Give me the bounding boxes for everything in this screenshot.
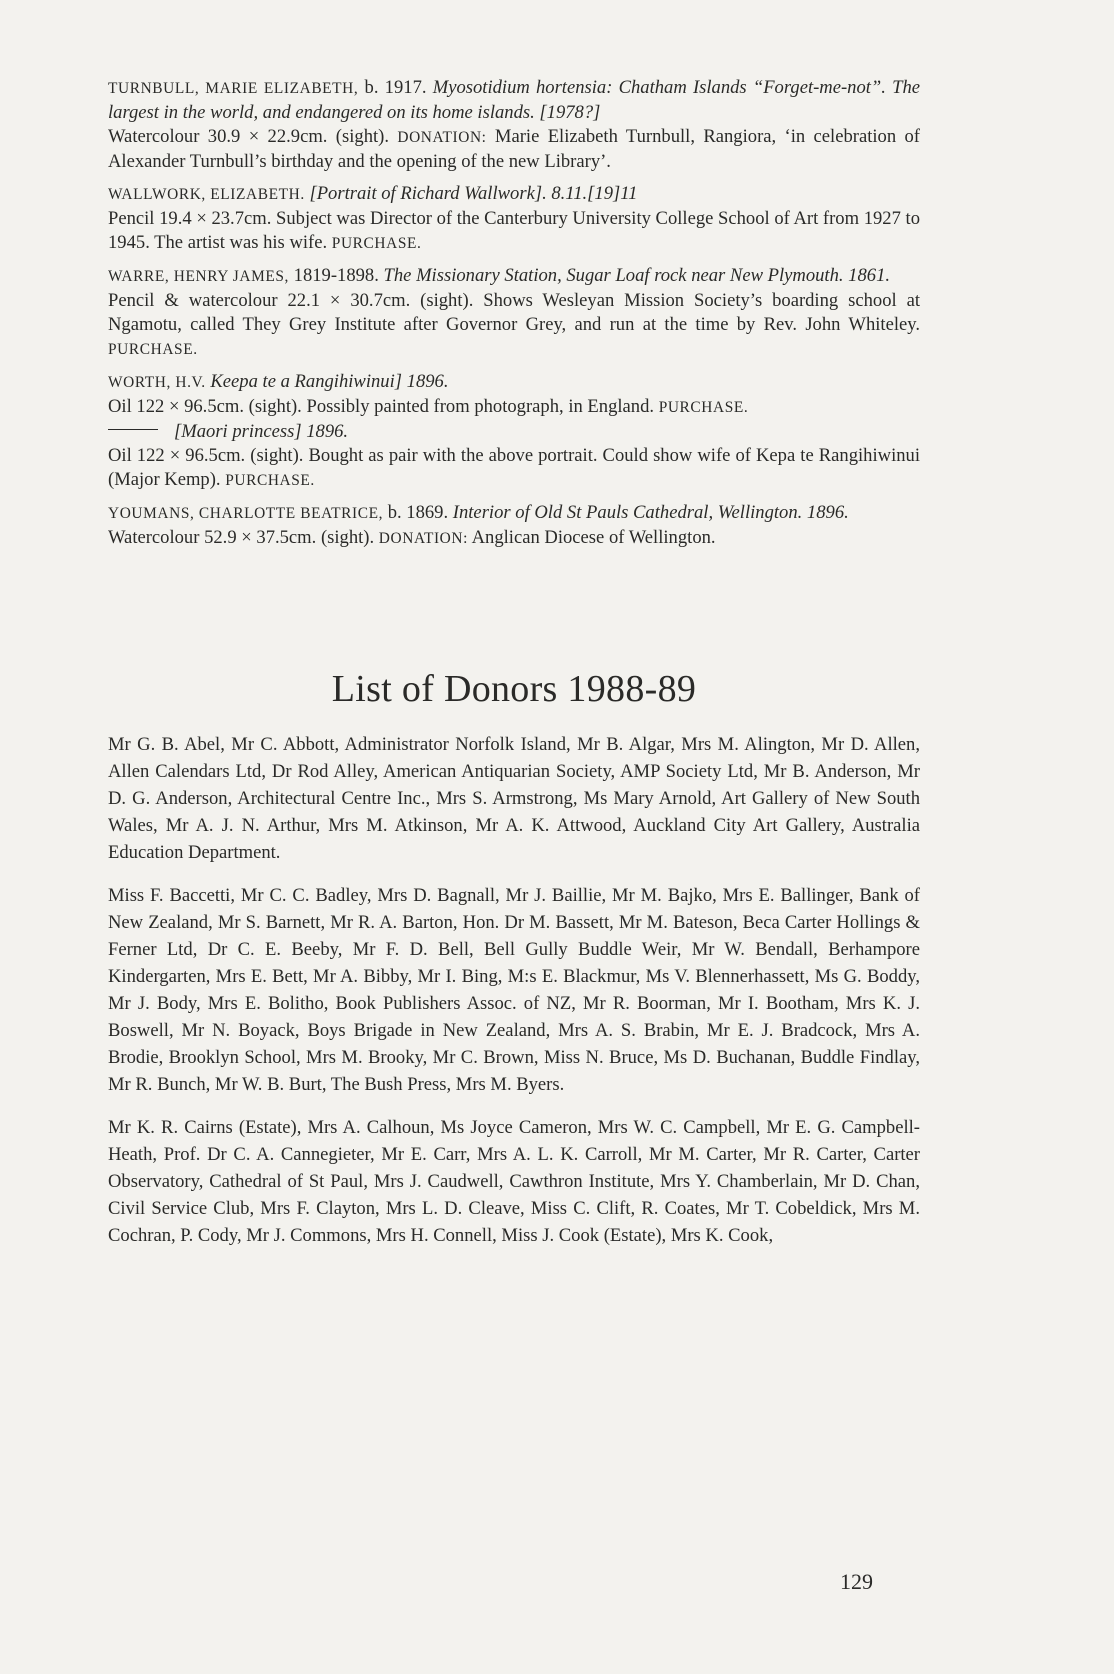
artist-dates: 1819-1898. xyxy=(293,265,379,286)
donor-paragraph: Miss F. Baccetti, Mr C. C. Badley, Mrs D. Bagnall, Mr J. Baillie, Mr M. Bajko, Mrs E. Ballinger, Bank of New Zealand, Mr S. Barnett, Mr R. A. Barton, Hon. Dr M. Bassett, Mr M. Bateson, Beca Carter Hollings & Ferner Ltd, Dr C. E. Beeby, Mr F. D. Bell, Bell Gully Buddle Weir, Mr W. Bendall, Berhampore Kindergarten, Mrs E. Bett, Mr A. Bibby, Mr I. Bing, M:s E. Blackmur, Ms V. Blennerhassett, Ms G. Boddy, Mr J. Body, Mrs E. Bolitho, Book Publishers Assoc. of NZ, Mr R. Boorman, Mr I. Bootham, Mrs K. J. Boswell, Mr N. Boyack, Boys Brigade in New Zealand, Mrs A. S. Brabin, Mr E. J. Bradcock, Mrs A. Brodie, Brooklyn School, Mrs M. Brooky, Mr C. Brown, Miss N. Bruce, Ms D. Buchanan, Buddle Findlay, Mr R. Bunch, Mr W. B. Burt, The Bush Press, Mrs M. Byers. xyxy=(108,885,920,1095)
artist-name: TURNBULL, MARIE ELIZABETH, xyxy=(108,80,359,97)
medium-dimensions: Oil 122 × 96.5cm. (sight). Possibly painted from photograph, in England. xyxy=(108,396,659,417)
artist-dates: b. 1869. xyxy=(387,502,449,523)
work-title: Myosotidium hortensia: Chatham Islands “Forget-me-not”. The largest in the world, and endangered on its home islands. [1978?] xyxy=(108,77,920,123)
work-title: [Maori princess] 1896. xyxy=(174,421,349,442)
artist-name: WARRE, HENRY JAMES, xyxy=(108,268,289,285)
acquisition-type: PURCHASE. xyxy=(331,235,422,252)
catalogue-entry xyxy=(108,264,920,362)
entry-sub-heading xyxy=(108,420,920,444)
catalogue-entry xyxy=(108,370,920,493)
page-number: 129 xyxy=(840,1569,873,1594)
medium-dimensions: Pencil 19.4 × 23.7cm. Subject was Director of the Canterbury University College School of Art from 1927 to 1945. The artist was his wife. xyxy=(108,208,920,253)
medium-dimensions: Watercolour 52.9 × 37.5cm. (sight). xyxy=(108,527,379,548)
artist-dates: b. 1917. xyxy=(364,77,427,98)
entry-heading xyxy=(108,370,920,395)
entry-detail xyxy=(108,444,920,493)
artist-name: WALLWORK, ELIZABETH. xyxy=(108,186,305,203)
artist-name: WORTH, H.V. xyxy=(108,374,206,391)
medium-dimensions: Oil 122 × 96.5cm. (sight). Bought as pair with the above portrait. Could show wife of Kepa te Rangihiwinui (Major Kemp). xyxy=(108,445,920,490)
entry-detail xyxy=(108,526,920,551)
entry-heading xyxy=(108,264,920,289)
acquisition-type: DONATION: xyxy=(397,129,487,146)
entry-detail xyxy=(108,125,920,174)
acquisition-type: PURCHASE. xyxy=(225,472,315,489)
medium-dimensions: Watercolour 30.9 × 22.9cm. (sight). xyxy=(108,126,398,147)
entry-detail xyxy=(108,289,920,362)
medium-dimensions: Pencil & watercolour 22.1 × 30.7cm. (sight). Shows Wesleyan Mission Society’s boarding school at Ngamotu, called They Grey Institute after Governor Grey, and run at the time by Rev. John Whiteley. xyxy=(108,290,920,335)
acquisition-type: DONATION: xyxy=(378,530,468,547)
entry-heading xyxy=(108,501,920,526)
work-title: The Missionary Station, Sugar Loaf rock near New Plymouth. 1861. xyxy=(383,265,891,286)
entry-heading xyxy=(108,182,920,207)
acquisition-source: Marie Elizabeth Turnbull, Rangiora, ‘in celebration of Alexander Turnbull’s birthday and the opening of the new Library’. xyxy=(108,126,920,172)
catalogue-entry xyxy=(108,501,920,551)
catalogue-entry xyxy=(108,182,920,256)
text-column xyxy=(108,76,920,1265)
entry-heading xyxy=(108,76,920,125)
entry-detail xyxy=(108,207,920,256)
acquisition-type: PURCHASE. xyxy=(658,399,749,416)
artist-name: YOUMANS, CHARLOTTE BEATRICE, xyxy=(108,505,384,522)
work-title: Interior of Old St Pauls Cathedral, Wellington. 1896. xyxy=(452,502,849,523)
catalogue-entry xyxy=(108,76,920,174)
work-title: Keepa te a Rangihiwinui] 1896. xyxy=(210,371,449,392)
donor-paragraph: Mr K. R. Cairns (Estate), Mrs A. Calhoun, Ms Joyce Cameron, Mrs W. C. Campbell, Mr E. G. Campbell-Heath, Prof. Dr C. A. Cannegieter, Mr E. Carr, Mrs A. L. K. Carroll, Mr M. Carter, Mr R. Carter, Carter Observatory, Cathedral of St Paul, Mrs J. Caudwell, Cawthron Institute, Mrs Y. Chamberlain, Mr D. Chan, Civil Service Club, Mrs F. Clayton, Mrs L. D. Cleave, Miss C. Clift, R. Coates, Mr T. Cobeldick, Mrs M. Cochran, P. Cody, Mr J. Commons, Mrs H. Connell, Miss J. Cook (Estate), Mrs K. Cook, xyxy=(108,1117,920,1246)
work-title: [Portrait of Richard Wallwork]. 8.11.[19]11 xyxy=(309,183,638,204)
acquisition-type: PURCHASE. xyxy=(108,341,198,358)
donor-paragraph: Mr G. B. Abel, Mr C. Abbott, Administrator Norfolk Island, Mr B. Algar, Mrs M. Alington, Mr D. Allen, Allen Calendars Ltd, Dr Rod Alley, American Antiquarian Society, AMP Society Ltd, Mr B. Anderson, Mr D. G. Anderson, Architectural Centre Inc., Mrs S. Armstrong, Ms Mary Arnold, Art Gallery of New South Wales, Mr A. J. N. Arthur, Mrs M. Atkinson, Mr A. K. Attwood, Auckland City Art Gallery, Australia Education Department. xyxy=(108,734,920,863)
donors-heading: List of Donors 1988-89 xyxy=(331,668,697,710)
ditto-dash xyxy=(108,429,158,430)
entry-detail xyxy=(108,395,920,420)
acquisition-source: Anglican Diocese of Wellington. xyxy=(467,527,716,548)
